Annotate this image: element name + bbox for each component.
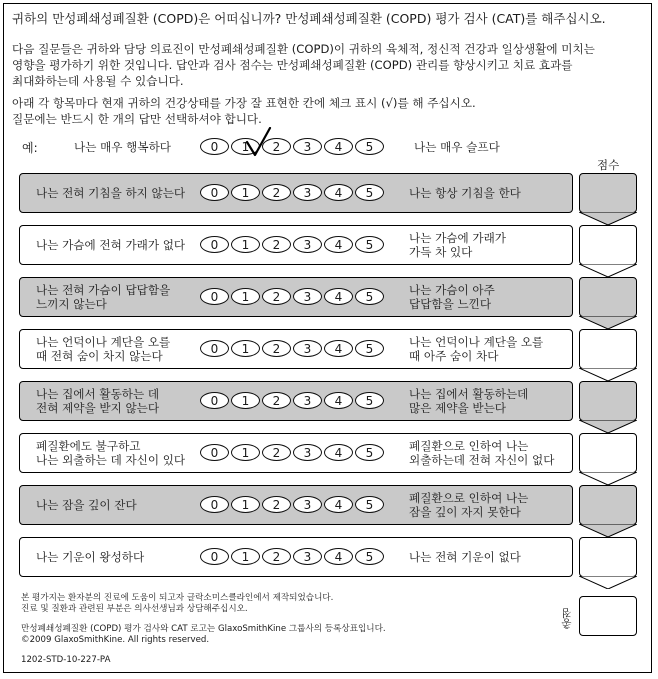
text-line: 나는 전혀 기운이 없다 [409, 550, 521, 564]
scale-option-1[interactable]: 1 [231, 444, 260, 461]
text-line: 답답함을 느낀다 [409, 297, 492, 311]
scale-option-5[interactable]: 5 [355, 444, 384, 461]
instruction-line: 최대화하는데 사용될 수 있습니다. [12, 74, 184, 88]
scale-option-5[interactable]: 5 [355, 548, 384, 565]
text-line: 나는 언덕이나 계단을 오를 [36, 335, 171, 349]
footer-line: 진료 및 질환과 관련된 부분은 의사선생님과 상담해주십시오. [21, 604, 248, 614]
question-right-text [409, 278, 495, 316]
scale-option-5[interactable]: 5 [355, 236, 384, 253]
instruction-line: 영향을 평가하기 위한 것입니다. 답안과 검사 점수는 만성폐쇄성폐질환 (COPD) 관리를 향상시키고 치료 효과를 [12, 58, 573, 72]
text-line: 나는 집에서 활동하는데 [409, 387, 529, 401]
question-row [19, 225, 573, 265]
instruction-line: 다음 질문들은 귀하와 담당 의료진이 만성폐쇄성폐질환 (COPD)이 귀하의 육체적, 정신적 건강과 일상생활에 미치는 [12, 42, 595, 56]
scale-option-5: 5 [355, 138, 384, 155]
question-left-text [36, 538, 144, 576]
text-line: 나는 잠을 깊이 잔다 [36, 498, 137, 512]
scale-option-4[interactable]: 4 [324, 496, 353, 513]
question-row [19, 433, 573, 473]
scale-option-0[interactable]: 0 [200, 184, 229, 201]
rating-scale [200, 444, 384, 461]
scale-option-0[interactable]: 0 [200, 340, 229, 357]
scale-option-3[interactable]: 3 [293, 288, 322, 305]
scale-option-3[interactable]: 3 [293, 548, 322, 565]
text-line: 전혀 제약을 받지 않는다 [36, 401, 160, 415]
scale-option-4: 4 [324, 138, 353, 155]
scale-option-1[interactable]: 1 [231, 184, 260, 201]
question-left-text [36, 486, 137, 524]
score-box[interactable] [579, 277, 637, 317]
scale-option-1[interactable]: 1 [231, 496, 260, 513]
scale-option-0[interactable]: 0 [200, 236, 229, 253]
scale-option-2[interactable]: 2 [262, 444, 291, 461]
question-right-text [409, 174, 521, 212]
question-left-text [36, 330, 170, 368]
example-row [12, 136, 572, 158]
scale-option-1[interactable]: 1 [231, 236, 260, 253]
text-line: 폐질환에도 불구하고 [36, 439, 141, 453]
instruction-line: 아래 각 항목마다 현재 귀하의 건강상태를 가장 잘 표현한 칸에 체크 표시 (√)를 해 주십시오. [12, 96, 476, 110]
scale-option-0[interactable]: 0 [200, 496, 229, 513]
question-row [19, 173, 573, 213]
footer-line: 본 평가지는 환자분의 진료에 도움이 되고자 글락소미스클라인에서 제작되었습니다. [21, 593, 334, 603]
trademark-line: ©2009 GlaxoSmithKine. All rights reserved. [21, 635, 210, 645]
text-line: 폐질환으로 인하여 나는 [409, 491, 529, 505]
text-line: 잠을 깊이 자지 못한다 [409, 505, 521, 519]
scale-option-1[interactable]: 1 [231, 392, 260, 409]
scale-option-2[interactable]: 2 [262, 184, 291, 201]
text-line: 나는 전혀 기침을 하지 않는다 [36, 186, 186, 200]
score-column-header: 점수 [597, 158, 620, 172]
trademark-line: 만성폐쇄성폐질환 (COPD) 평가 검사와 CAT 로고는 GlaxoSmithKine 그룹사의 등록상표입니다. [21, 624, 386, 634]
text-line: 많은 제약을 받는다 [409, 401, 506, 415]
question-row [19, 485, 573, 525]
scale-option-0[interactable]: 0 [200, 288, 229, 305]
text-line: 때 아주 숨이 차다 [409, 349, 499, 363]
instructions-paragraph [12, 41, 595, 89]
scale-option-3[interactable]: 3 [293, 236, 322, 253]
rating-scale [200, 236, 384, 253]
question-row [19, 381, 573, 421]
text-line: 나는 외출하는 데 자신이 있다 [36, 453, 186, 467]
question-right-text [409, 538, 521, 576]
text-line: 폐질환으로 인하여 나는 [409, 439, 529, 453]
score-box[interactable] [579, 173, 637, 213]
rating-scale [200, 288, 384, 305]
scale-option-5[interactable]: 5 [355, 288, 384, 305]
question-left-text [36, 434, 185, 472]
text-line: 때 전혀 숨이 차지 않는다 [36, 349, 163, 363]
text-line: 나는 전혀 가슴이 답답함을 [36, 283, 171, 297]
question-row [19, 537, 573, 577]
scale-option-1[interactable]: 1 [231, 548, 260, 565]
scale-option-2[interactable]: 2 [262, 236, 291, 253]
score-box[interactable] [579, 329, 637, 369]
text-line: 느끼지 않는다 [36, 297, 107, 311]
scale-option-4[interactable]: 4 [324, 236, 353, 253]
question-right-text [409, 382, 528, 420]
scale-option-3[interactable]: 3 [293, 496, 322, 513]
arrow-down-icon [579, 576, 637, 589]
example-right-text: 나는 매우 슬프다 [414, 140, 500, 154]
example-scale [200, 138, 384, 155]
document-code: 1202-STD-10-227-PA [21, 655, 111, 665]
scale-option-2: 2 [262, 138, 291, 155]
rating-scale [200, 548, 384, 565]
question-left-text [36, 174, 185, 212]
text-line: 나는 가슴이 아주 [409, 283, 495, 297]
scale-option-1[interactable]: 1 [231, 288, 260, 305]
scale-option-3: 3 [293, 138, 322, 155]
scale-option-2[interactable]: 2 [262, 392, 291, 409]
score-box[interactable] [579, 381, 637, 421]
score-box[interactable] [579, 537, 637, 577]
arrow-down-icon [579, 212, 637, 225]
score-box[interactable] [579, 485, 637, 525]
rating-scale [200, 340, 384, 357]
arrow-down-icon [579, 524, 637, 537]
scale-option-4[interactable]: 4 [324, 340, 353, 357]
arrow-down-icon [579, 472, 637, 485]
question-left-text [36, 278, 170, 316]
arrow-down-icon [579, 264, 637, 277]
text-line: 가득 차 있다 [409, 245, 473, 259]
scale-option-1: 1 [231, 138, 260, 155]
scale-option-4[interactable]: 4 [324, 184, 353, 201]
text-line: 나는 언덕이나 계단을 오를 [409, 335, 544, 349]
text-line: 나는 가슴에 전혀 가래가 없다 [36, 238, 186, 252]
scale-option-3[interactable]: 3 [293, 392, 322, 409]
total-score-label: 총점 [561, 608, 573, 629]
question-row [19, 329, 573, 369]
example-left-text: 나는 매우 행복하다 [74, 140, 171, 154]
scale-option-5[interactable]: 5 [355, 340, 384, 357]
question-row [19, 277, 573, 317]
scale-option-2[interactable]: 2 [262, 288, 291, 305]
text-line: 나는 기운이 왕성하다 [36, 550, 145, 564]
text-line: 나는 가슴에 가래가 [409, 231, 506, 245]
scale-option-0: 0 [200, 138, 229, 155]
checkmark-icon [243, 127, 273, 159]
rating-scale [200, 496, 384, 513]
check-instructions [12, 95, 476, 127]
question-left-text [36, 226, 185, 264]
rating-scale [200, 184, 384, 201]
scale-option-3[interactable]: 3 [293, 444, 322, 461]
question-right-text [409, 434, 554, 472]
scale-option-2[interactable]: 2 [262, 548, 291, 565]
scale-option-0[interactable]: 0 [200, 392, 229, 409]
page-title: 귀하의 만성폐쇄성폐질환 (COPD)은 어떠십니까? 만성폐쇄성폐질환 (COPD) 평가 검사 (CAT)를 해주십시오. [12, 11, 606, 26]
score-box[interactable] [579, 225, 637, 265]
total-score-box[interactable] [579, 596, 637, 636]
score-box[interactable] [579, 433, 637, 473]
question-right-text [409, 330, 543, 368]
scale-option-4[interactable]: 4 [324, 288, 353, 305]
question-left-text [36, 382, 159, 420]
text-line: 나는 집에서 활동하는 데 [36, 387, 160, 401]
scale-option-2[interactable]: 2 [262, 496, 291, 513]
scale-option-2[interactable]: 2 [262, 340, 291, 357]
scale-option-0[interactable]: 0 [200, 548, 229, 565]
scale-option-5[interactable]: 5 [355, 184, 384, 201]
example-label: 예: [22, 141, 38, 155]
scale-option-4[interactable]: 4 [324, 444, 353, 461]
scale-option-3[interactable]: 3 [293, 340, 322, 357]
scale-option-3[interactable]: 3 [293, 184, 322, 201]
question-right-text [409, 226, 506, 264]
text-line: 나는 항상 기침을 한다 [409, 186, 521, 200]
scale-option-4[interactable]: 4 [324, 548, 353, 565]
scale-option-5[interactable]: 5 [355, 392, 384, 409]
scale-option-0[interactable]: 0 [200, 444, 229, 461]
question-right-text [409, 486, 528, 524]
arrow-down-icon [579, 316, 637, 329]
arrow-down-icon [579, 420, 637, 433]
scale-option-1[interactable]: 1 [231, 340, 260, 357]
scale-option-4[interactable]: 4 [324, 392, 353, 409]
scale-option-5[interactable]: 5 [355, 496, 384, 513]
text-line: 외출하는데 전혀 자신이 없다 [409, 453, 555, 467]
trademark-notice [21, 624, 386, 646]
footer-notes [21, 593, 333, 615]
rating-scale [200, 392, 384, 409]
instruction-line: 질문에는 반드시 한 개의 답만 선택하셔야 합니다. [12, 112, 262, 126]
arrow-down-icon [579, 368, 637, 381]
